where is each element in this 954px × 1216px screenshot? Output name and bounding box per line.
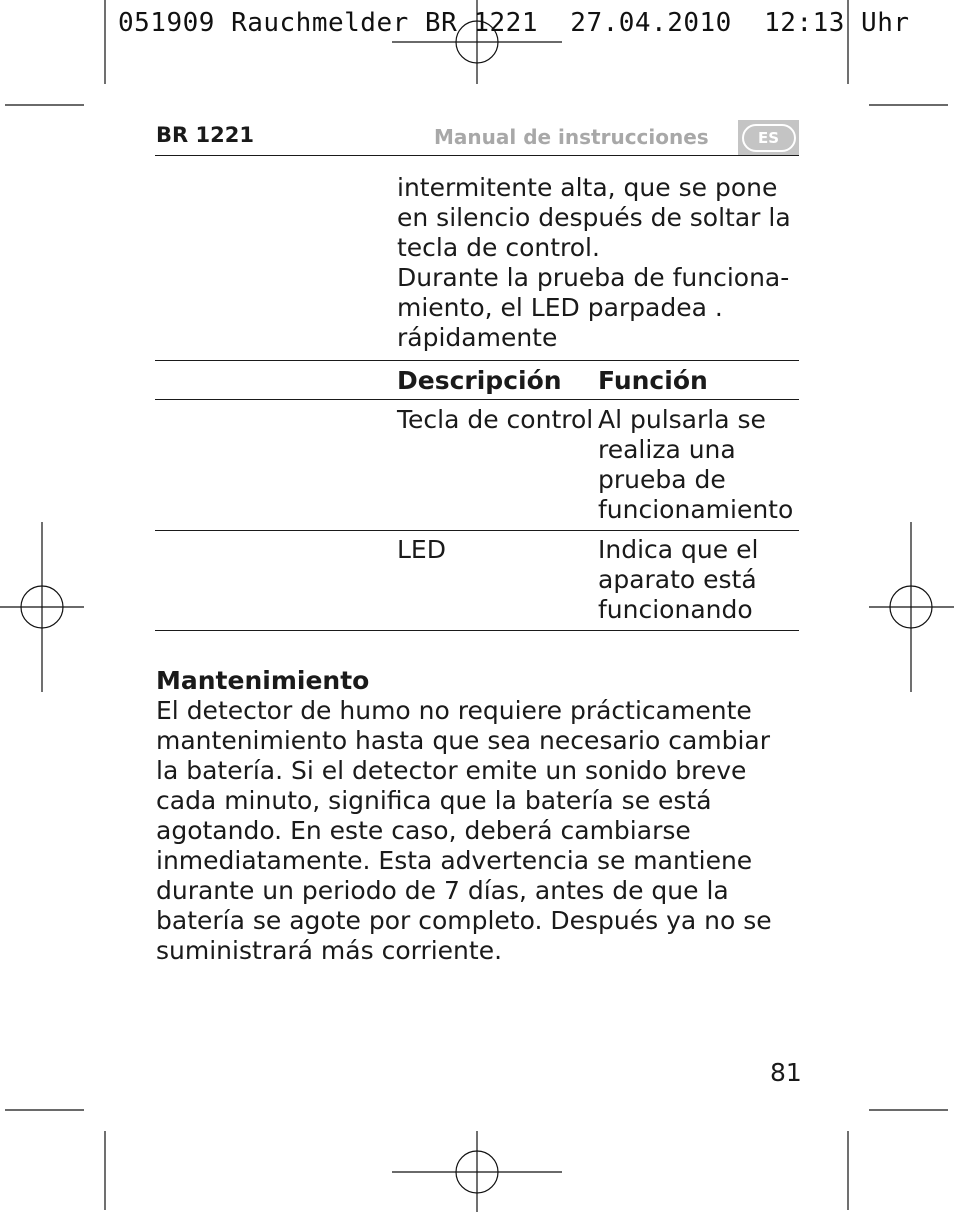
- text-line: durante un periodo de 7 días, antes de que la: [156, 876, 729, 905]
- language-badge: [738, 120, 799, 156]
- text-line: tecla de control.: [397, 233, 600, 262]
- text-line: funcionando: [598, 595, 753, 624]
- table-row-1-function: [598, 405, 793, 525]
- text-line: funcionamiento: [598, 495, 794, 524]
- text-line: suministrará más corriente.: [156, 936, 503, 965]
- text-line: rápidamente: [397, 323, 558, 352]
- table-row-rule: [155, 530, 799, 531]
- header-rule: [155, 155, 799, 156]
- registration-mark-left: [0, 522, 84, 692]
- text-line: prueba de: [598, 465, 726, 494]
- table-header-rule: [155, 399, 799, 400]
- print-slug-line: 051909 Rauchmelder BR 1221 27.04.2010 12:13 Uhr: [118, 8, 910, 38]
- text-line: El detector de humo no requiere prácticamente: [156, 696, 752, 725]
- header-manual-title: Manual de instrucciones: [434, 125, 709, 149]
- table-header-description: Descripción: [397, 366, 562, 395]
- table-header-function: Función: [598, 366, 708, 395]
- page-number: 81: [770, 1058, 802, 1087]
- text-line: batería se agote por completo. Después ya no se: [156, 906, 772, 935]
- registration-mark-right: [869, 522, 954, 692]
- text-line: cada minuto, significa que la batería se está: [156, 786, 712, 815]
- table-row-2-function: [598, 535, 758, 625]
- maintenance-paragraph: [156, 696, 796, 966]
- text-line: intermitente alta, que se pone: [397, 173, 778, 202]
- continuation-paragraph: [397, 173, 799, 353]
- text-line: la batería. Si el detector emite un sonido breve: [156, 756, 747, 785]
- table-top-rule: [155, 360, 799, 361]
- language-badge-label: ES: [742, 124, 796, 152]
- text-line: en silencio después de soltar la: [397, 203, 791, 232]
- section-heading-maintenance: Mantenimiento: [156, 666, 370, 695]
- table-row-1-description: Tecla de control: [397, 405, 594, 434]
- text-line: inmediatamente. Esta advertencia se mantiene: [156, 846, 753, 875]
- text-line: Durante la prueba de funciona-: [397, 263, 790, 292]
- text-line: mantenimiento hasta que sea necesario cambiar: [156, 726, 771, 755]
- table-row-2-description: LED: [397, 535, 446, 564]
- text-line: miento, el LED parpadea .: [397, 293, 723, 322]
- text-line: aparato está: [598, 565, 757, 594]
- table-bottom-rule: [155, 630, 799, 631]
- header-model: BR 1221: [156, 123, 254, 147]
- text-line: Al pulsarla se: [598, 405, 766, 434]
- text-line: Indica que el: [598, 535, 759, 564]
- text-line: agotando. En este caso, deberá cambiarse: [156, 816, 691, 845]
- registration-mark-bottom: [392, 1131, 562, 1212]
- text-line: realiza una: [598, 435, 736, 464]
